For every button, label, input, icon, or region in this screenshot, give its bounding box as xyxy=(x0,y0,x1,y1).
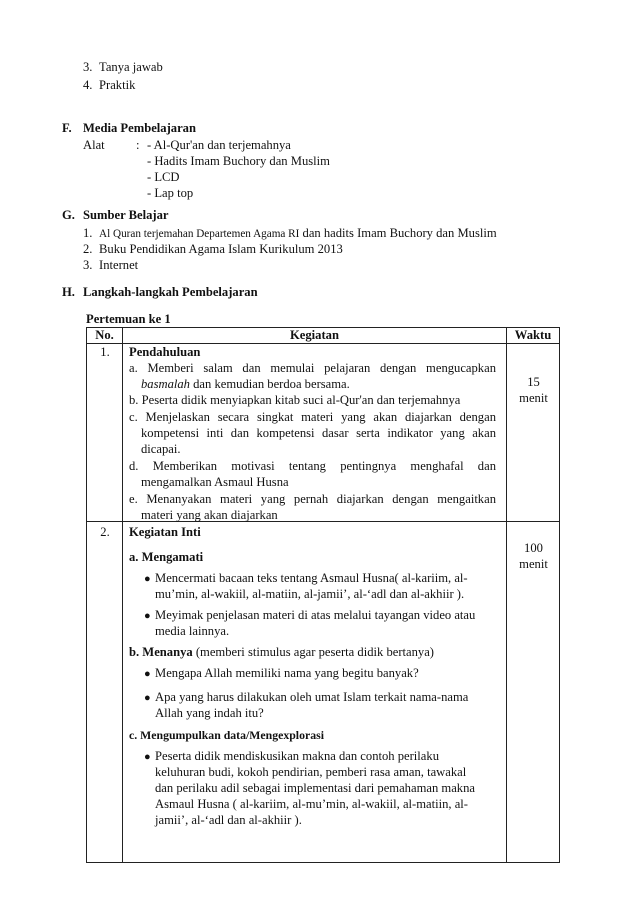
row2-c-b1-l3: dan perilaku adil sebagai implementasi dari pemahaman makna xyxy=(155,781,475,795)
alat-label: Alat xyxy=(83,138,105,152)
bullet-icon: ● xyxy=(144,668,151,680)
section-letter-f: F. xyxy=(62,121,72,135)
row2-c-b1-l1: Peserta didik mendiskusikan makna dan contoh perilaku xyxy=(155,749,439,763)
sub-menanya xyxy=(129,645,434,660)
row1-waktu-cell xyxy=(507,344,560,522)
alat-colon: : xyxy=(136,138,140,152)
row2-c-b1-l5: jamii’, al-‘adl dan al-akhiir ). xyxy=(155,813,302,827)
row1-no-cell xyxy=(87,344,123,522)
row1-waktu-unit: menit xyxy=(519,391,548,405)
sub-menanya-rest: (memberi stimulus agar peserta didik bertanya) xyxy=(192,645,434,659)
row2-title: Kegiatan Inti xyxy=(129,525,201,539)
section-title-langkah: Langkah-langkah Pembelajaran xyxy=(83,285,258,299)
list-text xyxy=(99,226,497,242)
list-text-small: Al Quran terjemahan Departemen Agama RI xyxy=(99,228,300,240)
bullet-icon: ● xyxy=(144,692,151,704)
section-letter-g: G. xyxy=(62,208,75,222)
section-title-media: Media Pembelajaran xyxy=(83,121,196,135)
media-item: - Al-Qur'an dan terjemahnya xyxy=(147,138,291,152)
row1-a1: a. Memberi salam dan memulai pelajaran dengan mengucapkan xyxy=(129,361,496,375)
row2-a-b1-l2: mu’min, al-wakiil, al-matiin, al-jamii’, al-‘adl dan al-akhiir ). xyxy=(155,587,465,601)
list-number: 2. xyxy=(83,242,93,256)
row1-c1: c. Menjelaskan secara singkat materi yang akan diajarkan dengan xyxy=(129,410,496,424)
row1-no: 1. xyxy=(100,345,110,359)
list-number: 3. xyxy=(83,258,93,272)
header-kegiatan: Kegiatan xyxy=(123,328,507,344)
row2-c-b1-l2: keluhuran budi, kokoh pendirian, pemberi rasa aman, tawakal xyxy=(155,765,467,779)
table-header-row xyxy=(87,328,560,344)
row2-a-b2-l2: media lainnya. xyxy=(155,624,230,638)
row2-waktu-unit: menit xyxy=(519,557,548,571)
row2-b-b1: Mengapa Allah memiliki nama yang begitu banyak? xyxy=(155,666,419,680)
row2-b-b2-l2: Allah yang indah itu? xyxy=(155,706,264,720)
row1-e1: e. Menanyakan materi yang pernah diajarkan dengan mengaitkan xyxy=(129,492,496,506)
list-number: 4. xyxy=(83,78,93,92)
row1-e2: materi yang akan diajarkan xyxy=(141,508,278,522)
row2-no: 2. xyxy=(100,525,110,539)
row1-d1: d. Memberikan motivasi tentang pentingnya menghafal dan xyxy=(129,459,496,473)
list-text: Tanya jawab xyxy=(99,60,163,74)
row2-no-cell xyxy=(87,522,123,863)
sub-mengumpulkan: c. Mengumpulkan data/Mengexplorasi xyxy=(129,728,324,742)
row1-c2: kompetensi inti dan kompetensi dasar serta indikator yang akan xyxy=(141,426,496,440)
row2-a-b2-l1: Meyimak penjelasan materi di atas melalui tayangan video atau xyxy=(155,608,476,622)
row2-a-b1-l1: Mencermati bacaan teks tentang Asmaul Husna( al-kariim, al- xyxy=(155,571,468,585)
row1-b1: b. Peserta didik menyiapkan kitab suci al-Qur'an dan terjemahnya xyxy=(129,393,461,407)
row2-b-b2-l1: Apa yang harus dilakukan oleh umat Islam terkait nama-nama xyxy=(155,690,469,704)
list-text: Buku Pendidikan Agama Islam Kurikulum 2013 xyxy=(99,242,343,256)
row1-d2: mengamalkan Asmaul Husna xyxy=(141,475,289,489)
row2-waktu-cell xyxy=(507,522,560,863)
row1-c3: dicapai. xyxy=(141,442,181,456)
section-letter-h: H. xyxy=(62,285,75,299)
media-item: - LCD xyxy=(147,170,180,184)
bullet-icon: ● xyxy=(144,610,151,622)
row2-kegiatan-cell xyxy=(123,522,507,863)
sub-mengamati: a. Mengamati xyxy=(129,550,204,564)
sub-menanya-title: b. Menanya xyxy=(129,645,193,659)
row1-title: Pendahuluan xyxy=(129,345,201,359)
row1-waktu-value: 15 xyxy=(527,375,540,389)
row2-waktu-value: 100 xyxy=(524,541,543,555)
media-item: - Lap top xyxy=(147,186,194,200)
table-row xyxy=(87,522,560,863)
row1-a2-rest: dan kemudian berdoa bersama. xyxy=(189,377,350,391)
bullet-icon: ● xyxy=(144,573,151,585)
table-row xyxy=(87,344,560,522)
row1-a2 xyxy=(141,377,350,392)
basmalah-text: basmalah xyxy=(141,377,190,391)
media-item: - Hadits Imam Buchory dan Muslim xyxy=(147,154,330,168)
list-number: 3. xyxy=(83,60,93,74)
header-waktu: Waktu xyxy=(507,328,560,344)
row1-kegiatan-cell xyxy=(123,344,507,522)
header-no: No. xyxy=(87,328,123,344)
pertemuan-label: Pertemuan ke 1 xyxy=(86,312,171,326)
list-text: Internet xyxy=(99,258,139,272)
bullet-icon: ● xyxy=(144,751,151,763)
list-number: 1. xyxy=(83,226,93,240)
section-title-sumber: Sumber Belajar xyxy=(83,208,169,222)
list-text: Praktik xyxy=(99,78,136,92)
kegiatan-table xyxy=(86,327,560,863)
list-text-rest: dan hadits Imam Buchory dan Muslim xyxy=(299,226,497,240)
row2-c-b1-l4: Asmaul Husna ( al-kariim, al-mu’min, al-wakiil, al-matiin, al- xyxy=(155,797,469,811)
